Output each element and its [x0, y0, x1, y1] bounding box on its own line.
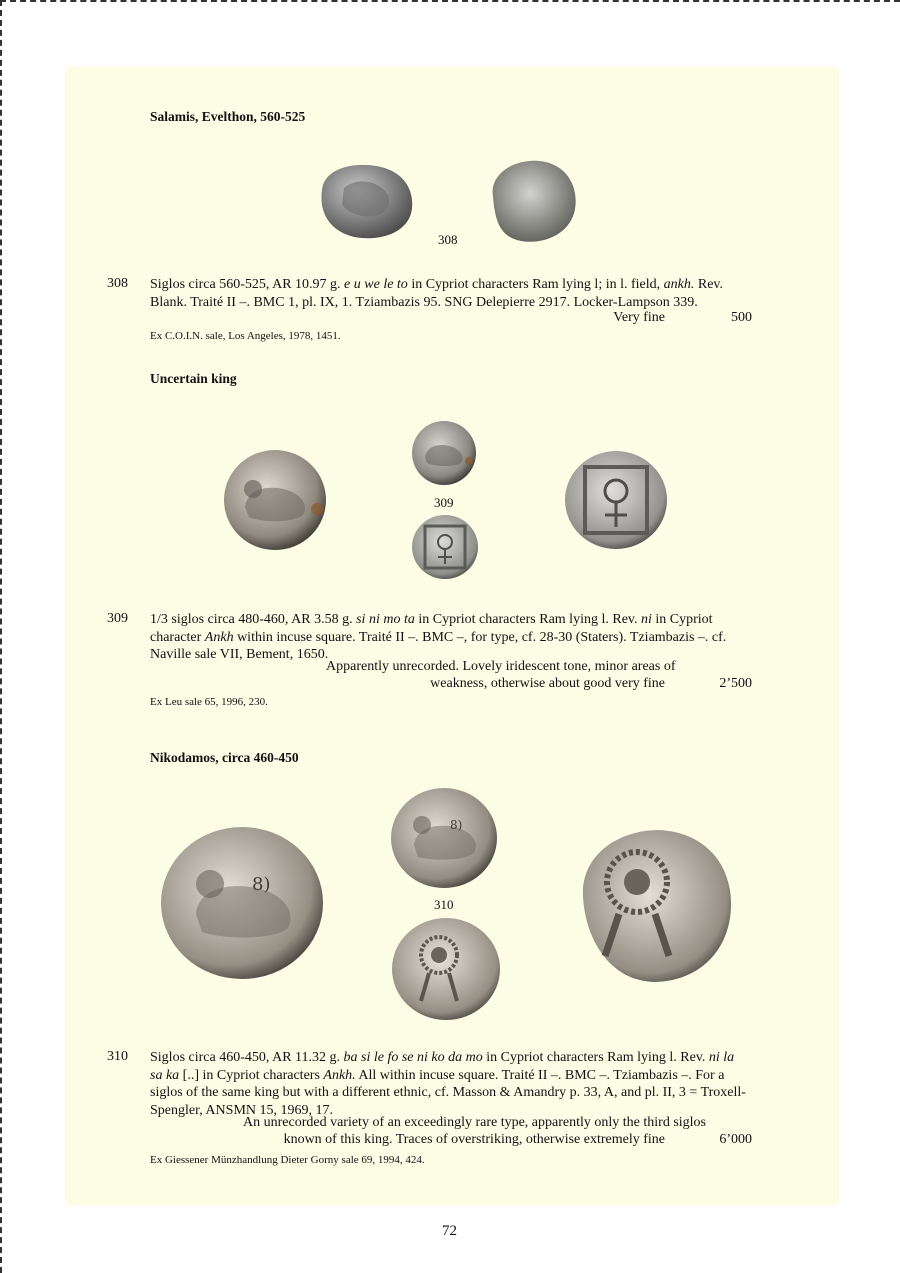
cut-line-top — [0, 0, 900, 2]
coin-310-obverse-small-image — [390, 787, 500, 889]
svg-text:8): 8) — [450, 818, 463, 832]
section-heading-309: Uncertain king — [150, 371, 237, 386]
description-text: Blank. Traité II –. BMC 1, pl. IX, 1. Tziambazis 95. SNG Delepierre 2917. Locker-Lampson 339. — [150, 294, 698, 310]
lot-grade-309-line1: Apparently unrecorded. Lovely iridescent tone, minor areas of — [326, 659, 676, 674]
description-text: [..] in Cypriot characters — [179, 1067, 324, 1083]
description-text: in Cypriot — [651, 612, 713, 627]
coin-309-obverse-small-image — [411, 421, 477, 486]
lot-description-308 — [150, 276, 723, 311]
lot-grade-310-line1: An unrecorded variety of an exceedingly rare type, apparently only the third siglos — [243, 1115, 707, 1130]
description-text: Rev. — [694, 277, 724, 292]
coin-308-obverse-image — [314, 160, 416, 242]
page-number: 72 — [442, 1223, 457, 1239]
description-italic-text: sa ka — [150, 1067, 180, 1083]
coin-310-reverse-small-image — [391, 917, 501, 1021]
description-text: within incuse square. Traité II –. BMC –, for type, cf. 28-30 (Staters). Tziambazis –. cf. — [233, 629, 727, 645]
description-text: in Cypriot characters Ram lying l. Rev. — [414, 612, 641, 627]
description-text: Siglos circa 560-525, AR 10.97 g. — [150, 277, 345, 292]
description-line — [150, 1084, 746, 1102]
lot-description-309 — [150, 611, 726, 664]
section-heading-310: Nikodamos, circa 460-450 — [150, 750, 299, 765]
description-text: character — [150, 629, 205, 645]
description-text: Spengler, ANSMN 15, 1969, 17. — [150, 1102, 333, 1118]
description-text: Siglos circa 460-450, AR 11.32 g. — [150, 1050, 344, 1065]
description-line — [150, 629, 726, 647]
description-italic-text: ba si le fo se ni ko da mo — [343, 1050, 483, 1065]
description-italic-text: e u we le to — [344, 277, 408, 292]
description-text: All within incuse square. Traité II –. BMC –. Tziambazis –. For a — [355, 1067, 725, 1083]
lot-grade-310-line2: known of this king. Traces of overstriking, otherwise extremely fine — [283, 1132, 665, 1147]
description-text: siglos of the same king but with a different ethnic, cf. Masson & Amandry p. 33, A, and pl. II, 3 = Troxell- — [150, 1085, 746, 1100]
figure-label-310: 310 — [434, 897, 454, 912]
description-line — [150, 1067, 746, 1085]
description-line — [150, 1049, 746, 1067]
description-italic-text: ni la — [708, 1050, 735, 1065]
description-text: Naville sale VII, Bement, 1650. — [150, 647, 329, 662]
coin-309-reverse-large-image — [565, 451, 668, 550]
lot-provenance-310: Ex Giessener Münzhandlung Dieter Gorny sale 69, 1994, 424. — [150, 1154, 425, 1166]
description-text: in Cypriot characters Ram lying l; in l. field, — [407, 277, 664, 292]
section-heading-308: Salamis, Evelthon, 560-525 — [150, 109, 306, 124]
coin-309-reverse-small-image — [411, 514, 479, 580]
svg-text:8): 8) — [252, 874, 271, 895]
lot-provenance-308: Ex C.O.I.N. sale, Los Angeles, 1978, 1451. — [150, 330, 341, 342]
lot-provenance-309: Ex Leu sale 65, 1996, 230. — [150, 696, 268, 708]
description-line — [150, 276, 723, 294]
lot-price-309: 2’500 — [719, 676, 752, 691]
lot-number-309: 309 — [107, 611, 128, 626]
figure-label-308: 308 — [438, 232, 458, 247]
lot-number-308: 308 — [107, 276, 128, 291]
description-text: 1/3 siglos circa 480-460, AR 3.58 g. — [150, 612, 357, 627]
description-italic-text: si ni mo ta — [356, 612, 415, 627]
lot-price-310: 6’000 — [719, 1132, 752, 1147]
coin-309-obverse-large-image — [223, 449, 327, 551]
description-italic-text: ankh. — [663, 277, 695, 292]
figure-label-309: 309 — [434, 495, 454, 510]
lot-number-310: 310 — [107, 1049, 128, 1064]
cut-line-left — [0, 0, 2, 1273]
description-text: in Cypriot characters Ram lying l. Rev. — [482, 1050, 709, 1065]
description-italic-text: ni — [641, 612, 652, 627]
description-line — [150, 611, 726, 629]
description-italic-text: Ankh. — [323, 1067, 356, 1083]
lot-price-308: 500 — [731, 310, 752, 325]
lot-grade-308: Very fine — [613, 310, 665, 325]
coin-310-reverse-large-image — [571, 826, 737, 986]
coin-308-reverse-image — [483, 157, 578, 245]
lot-description-310 — [150, 1049, 746, 1119]
description-italic-text: Ankh — [204, 629, 234, 645]
coin-310-obverse-large-image — [160, 826, 324, 980]
lot-grade-309-line2: weakness, otherwise about good very fine — [430, 676, 665, 691]
